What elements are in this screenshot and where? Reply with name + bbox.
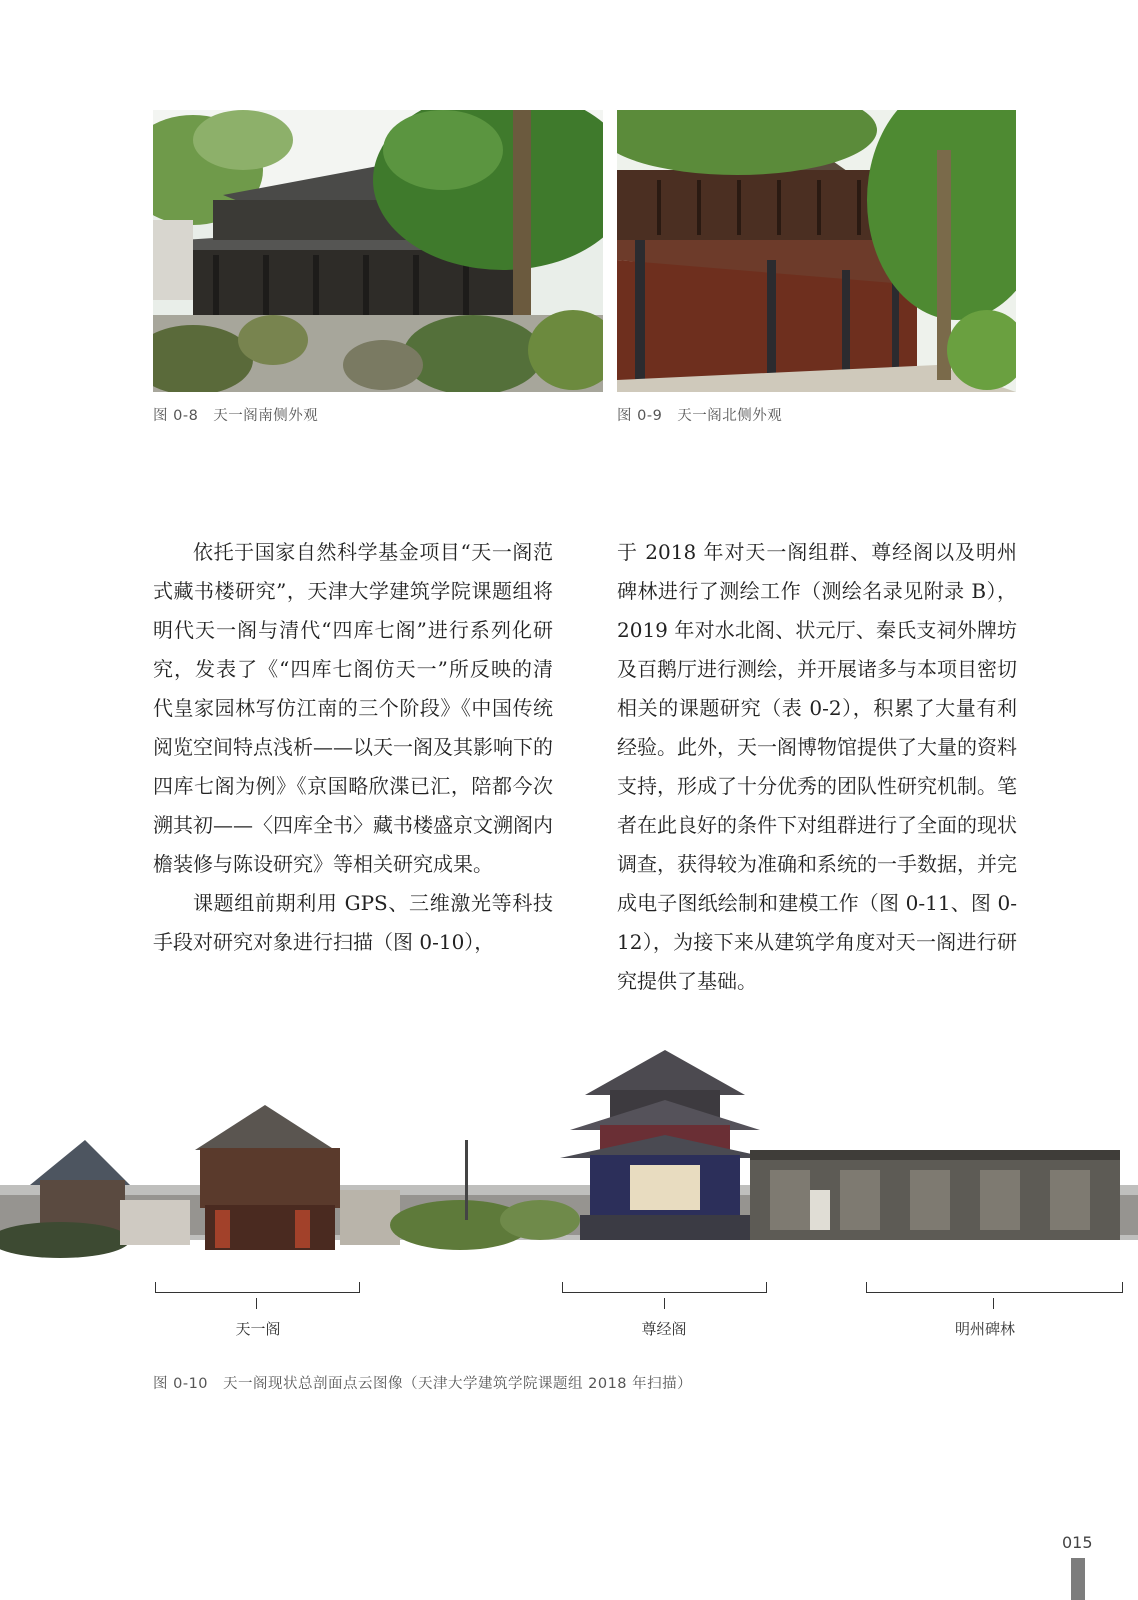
photo-north-exterior [617,110,1016,392]
paragraph: 课题组前期利用 GPS、三维激光等科技手段对研究对象进行扫描（图 0-10）， [153,891,553,954]
paragraph: 依托于国家自然科学基金项目“天一阁范式藏书楼研究”，天津大学建筑学院课题组将明代天一阁与清代“四库七阁”进行系列化研究，发表了《“四库七阁仿天一”所反映的清代皇家园林写仿江南的三个阶段》《中国传统阅览空间特点浅析——以天一阁及其影响下的四库七阁为例》《京国略欣渫已汇，陪都今次溯其初——〈四库全书〉藏书楼盛京文溯阁内檐装修与陈设研究》等相关研究成果。 [153,540,553,876]
label-tianyige: 天一阁 [235,1320,281,1338]
figure-caption-0-8: 图 0-8 天一阁南侧外观 [153,408,319,424]
photo-south-exterior [153,110,603,392]
page-edge-bar [1071,1558,1085,1600]
bracket-mingzhou-beilin [866,1282,1123,1293]
point-cloud-section-image [0,1040,1138,1270]
figure-caption-0-10: 图 0-10 天一阁现状总剖面点云图像（天津大学建筑学院课题组 2018 年扫描） [153,1376,693,1392]
bracket-tick [664,1298,665,1309]
label-mingzhou-beilin: 明州碑林 [954,1320,1016,1338]
body-text-left-column [153,533,553,962]
label-zunjingge: 尊经阁 [641,1320,687,1338]
bracket-zunjingge [562,1282,767,1293]
body-text-right-column [617,533,1017,1001]
paragraph: 于 2018 年对天一阁组群、尊经阁以及明州碑林进行了测绘工作（测绘名录见附录 B），2019 年对水北阁、状元厅、秦氏支祠外牌坊及百鹅厅进行测绘，并开展诸多与本项目密切相关的课题研究（表 0-2），积累了大量有利经验。此外，天一阁博物馆提供了大量的资料支持，形成了十分优秀的团队性研究机制。笔者在此良好的条件下对组群进行了全面的现状调查，获得较为准确和系统的一手数据，并完成电子图纸绘制和建模工作（图 0-11、图 0-12），为接下来从建筑学角度对天一阁进行研究提供了基础。 [617,540,1017,993]
bracket-tick [256,1298,257,1309]
figure-caption-0-9: 图 0-9 天一阁北侧外观 [617,408,783,424]
bracket-tick [993,1298,994,1309]
bracket-tianyige [155,1282,360,1293]
page-number: 015 [1062,1533,1093,1552]
